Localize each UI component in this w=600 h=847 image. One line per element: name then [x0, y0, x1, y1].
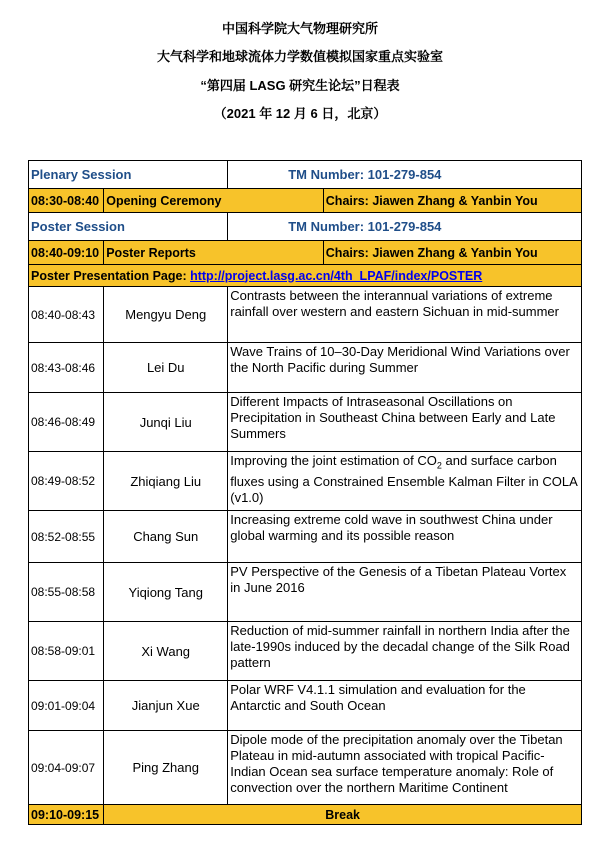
talk-row: [29, 287, 582, 343]
talk-row: [29, 731, 582, 805]
talk-presenter: Yiqiong Tang: [104, 563, 228, 622]
presentation-page-link[interactable]: http://project.lasg.ac.cn/4th_LPAF/index/POSTER: [190, 268, 483, 283]
date-location: （2021 年 12 月 6 日，北京）: [213, 106, 387, 121]
opening-ceremony-row: [29, 189, 582, 213]
talk-title: PV Perspective of the Genesis of a Tibetan Plateau Vortex in June 2016: [228, 563, 582, 622]
talk-time: 08:40-08:43: [29, 287, 104, 343]
talk-time: 08:46-08:49: [29, 393, 104, 452]
lab-title: 大气科学和地球流体力学数值模拟国家重点实验室: [156, 49, 443, 64]
talk-title: Different Impacts of Intraseasonal Oscillations on Precipitation in Southeast China between Early and Late Summers: [228, 393, 582, 452]
talk-row: [29, 393, 582, 452]
talk-presenter: Zhiqiang Liu: [104, 452, 228, 511]
poster-reports-row: [29, 241, 582, 265]
talk-time: 08:49-08:52: [29, 452, 104, 511]
talk-title: Wave Trains of 10–30-Day Meridional Wind Variations over the North Pacific during Summer: [228, 343, 582, 393]
poster-reports-label: Poster Reports: [104, 241, 324, 265]
talk-row: [29, 452, 582, 511]
talk-presenter: Jianjun Xue: [104, 681, 228, 731]
talk-time: 08:55-08:58: [29, 563, 104, 622]
poster-tm-number: TM Number: 101-279-854: [228, 213, 582, 241]
opening-time: 08:30-08:40: [29, 189, 104, 213]
opening-chairs: Chairs: Jiawen Zhang & Yanbin You: [323, 189, 581, 213]
talk-presenter: Xi Wang: [104, 622, 228, 681]
talk-title: Dipole mode of the precipitation anomaly over the Tibetan Plateau in mid-autumn associated with tropical Pacific-Indian Ocean sea surface temperature anomaly: Role of convection over the northern Maritime Continent: [228, 731, 582, 805]
talk-title: Polar WRF V4.1.1 simulation and evaluation for the Antarctic and South Ocean: [228, 681, 582, 731]
plenary-session-label: Plenary Session: [29, 161, 228, 189]
talk-row: [29, 511, 582, 563]
poster-reports-chairs: Chairs: Jiawen Zhang & Yanbin You: [323, 241, 581, 265]
talk-time: 08:43-08:46: [29, 343, 104, 393]
talk-row: [29, 563, 582, 622]
talk-presenter: Mengyu Deng: [104, 287, 228, 343]
poster-session-label: Poster Session: [29, 213, 228, 241]
break-time: 09:10-09:15: [29, 805, 104, 825]
talk-time: 08:52-08:55: [29, 511, 104, 563]
plenary-tm-number: TM Number: 101-279-854: [228, 161, 582, 189]
presentation-page-row: [29, 265, 582, 287]
talk-row: [29, 681, 582, 731]
institute-title: 中国科学院大气物理研究所: [221, 21, 378, 36]
opening-label: Opening Ceremony: [104, 189, 324, 213]
talk-title: Improving the joint estimation of $CO_2$ and surface carbon fluxes using a Constrained Ensemble Kalman Filter in COLA (v1.0): [228, 452, 582, 511]
talk-presenter: Lei Du: [104, 343, 228, 393]
break-row: [29, 805, 582, 825]
talk-presenter: Chang Sun: [104, 511, 228, 563]
poster-reports-time: 08:40-09:10: [29, 241, 104, 265]
break-label: Break: [104, 805, 582, 825]
talk-title: Contrasts between the interannual variations of extreme rainfall over western and eastern Sichuan in mid-summer: [228, 287, 582, 343]
talk-title: Reduction of mid-summer rainfall in northern India after the late-1990s induced by the decadal change of the Silk Road pattern: [228, 622, 582, 681]
talk-time: 09:04-09:07: [29, 731, 104, 805]
talk-time: 09:01-09:04: [29, 681, 104, 731]
talk-time: 08:58-09:01: [29, 622, 104, 681]
talk-row: [29, 343, 582, 393]
talk-row: [29, 622, 582, 681]
forum-title: “第四届 LASG 研究生论坛”日程表: [200, 78, 400, 93]
talk-presenter: Ping Zhang: [104, 731, 228, 805]
talk-title: Increasing extreme cold wave in southwest China under global warming and its possible reason: [228, 511, 582, 563]
plenary-session-row: [29, 161, 582, 189]
schedule-table: [28, 160, 582, 825]
talk-presenter: Junqi Liu: [104, 393, 228, 452]
poster-session-row: [29, 213, 582, 241]
presentation-page-label: Poster Presentation Page:: [31, 268, 191, 283]
